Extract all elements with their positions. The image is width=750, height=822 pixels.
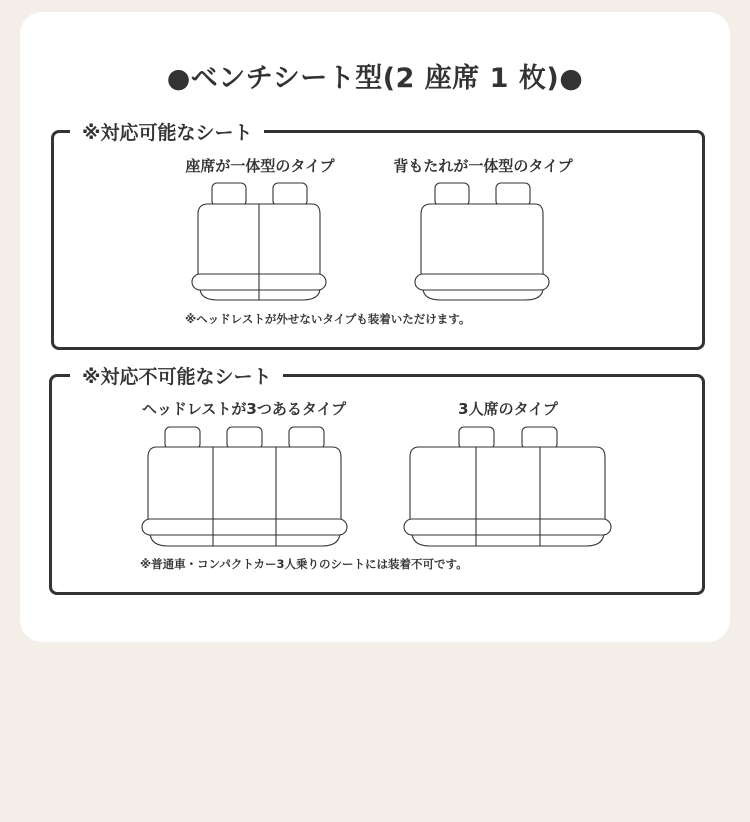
incompatible-caption-1: ヘッドレストが3つあるタイプ xyxy=(141,400,347,418)
incompatible-seats-label: ※対応不可能なシート xyxy=(70,362,283,389)
compatible-seats-label: ※対応可能なシート xyxy=(70,118,264,145)
page-title: ●ベンチシート型(2 座席 1 枚)● xyxy=(166,63,584,94)
compatible-caption-1: 座席が一体型のタイプ xyxy=(185,157,335,175)
incompatible-caption-2: 3人席のタイプ xyxy=(458,400,558,418)
seat-illustration-integrated-cushion xyxy=(190,182,330,304)
seat-illustration-three-seater xyxy=(402,426,614,548)
incompatible-note: ※普通車・コンパクトカー3人乗りのシートには装着不可です。 xyxy=(140,557,468,571)
compatible-note: ※ヘッドレストが外せないタイプも装着いただけます。 xyxy=(185,312,471,326)
seat-illustration-integrated-backrest xyxy=(413,182,553,304)
compatible-caption-2: 背もたれが一体型のタイプ xyxy=(393,157,573,175)
seat-illustration-three-headrests xyxy=(140,426,350,548)
